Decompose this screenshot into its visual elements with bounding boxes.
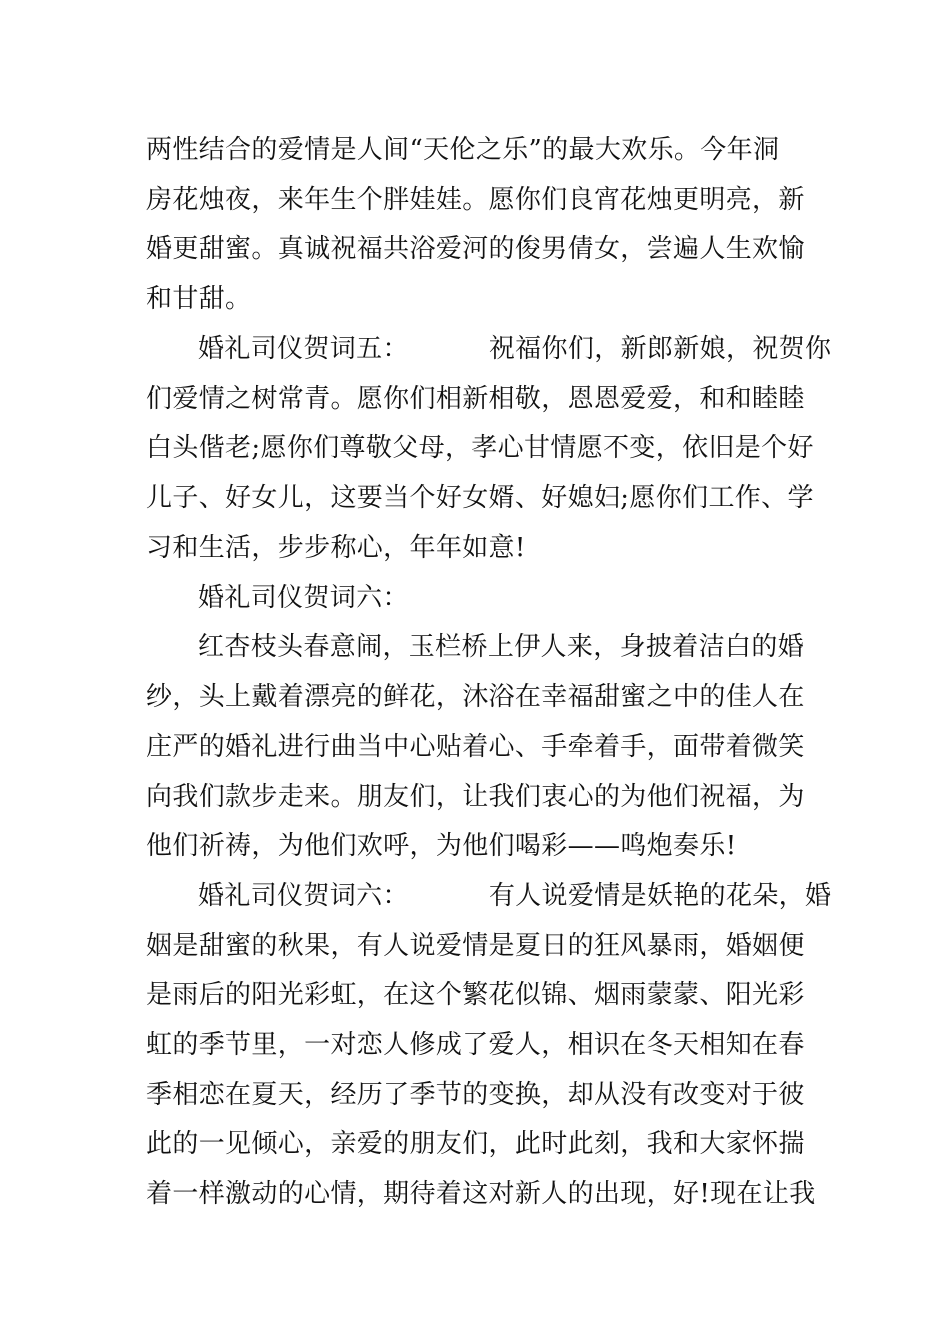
text-line: 和甘甜。 (146, 284, 252, 314)
text-line: 是雨后的阳光彩虹，在这个繁花似锦、烟雨蒙蒙、阳光彩 (146, 980, 805, 1010)
text-line: 们爱情之树常青。愿你们相新相敬，恩恩爱爱，和和睦睦 (146, 384, 805, 414)
text-line: 虹的季节里，一对恋人修成了爱人，相识在冬天相知在春 (146, 1030, 805, 1060)
text-line: 他们祈祷，为他们欢呼，为他们喝彩——鸣炮奏乐! (146, 831, 737, 861)
section-heading: 婚礼司仪贺词六： (198, 881, 409, 911)
text-line: 着一样激动的心情，期待着这对新人的出现，好!现在让我 (146, 1179, 816, 1209)
text-line: 白头偕老;愿你们尊敬父母，孝心甘情愿不变，依旧是个好 (146, 433, 814, 463)
text-line: 红杏枝头春意闹，玉栏桥上伊人来，身披着洁白的婚 (198, 632, 805, 662)
text-line: 此的一见倾心，亲爱的朋友们，此时此刻，我和大家怀揣 (146, 1129, 805, 1159)
text-line: 向我们款步走来。朋友们，让我们衷心的为他们祝福，为 (146, 782, 805, 812)
section-heading: 婚礼司仪贺词五： (198, 334, 409, 364)
text-line: 姻是甜蜜的秋果，有人说爱情是夏日的狂风暴雨，婚姻便 (146, 931, 805, 961)
paragraph-start: 有人说爱情是妖艳的花朵，婚 (488, 881, 832, 911)
text-line: 庄严的婚礼进行曲当中心贴着心、手牵着手，面带着微笑 (146, 732, 805, 762)
text-line: 两性结合的爱情是人间“天伦之乐”的最大欢乐。今年洞 (146, 135, 780, 165)
text-line (198, 333, 868, 365)
paragraph-start: 祝福你们，新郎新娘，祝贺你 (488, 334, 832, 364)
text-line (198, 880, 868, 912)
text-line: 习和生活，步步称心，年年如意! (146, 533, 526, 563)
text-line: 婚更甜蜜。真诚祝福共浴爱河的俊男倩女，尝遍人生欢愉 (146, 234, 805, 264)
text-line: 房花烛夜，来年生个胖娃娃。愿你们良宵花烛更明亮，新 (146, 185, 805, 215)
text-line: 季相恋在夏天，经历了季节的变换，却从没有改变对于彼 (146, 1080, 805, 1110)
text-line: 纱，头上戴着漂亮的鲜花，沐浴在幸福甜蜜之中的佳人在 (146, 682, 805, 712)
text-line: 儿子、好女儿，这要当个好女婿、好媳妇;愿你们工作、学 (146, 483, 814, 513)
section-heading: 婚礼司仪贺词六： (198, 583, 409, 613)
